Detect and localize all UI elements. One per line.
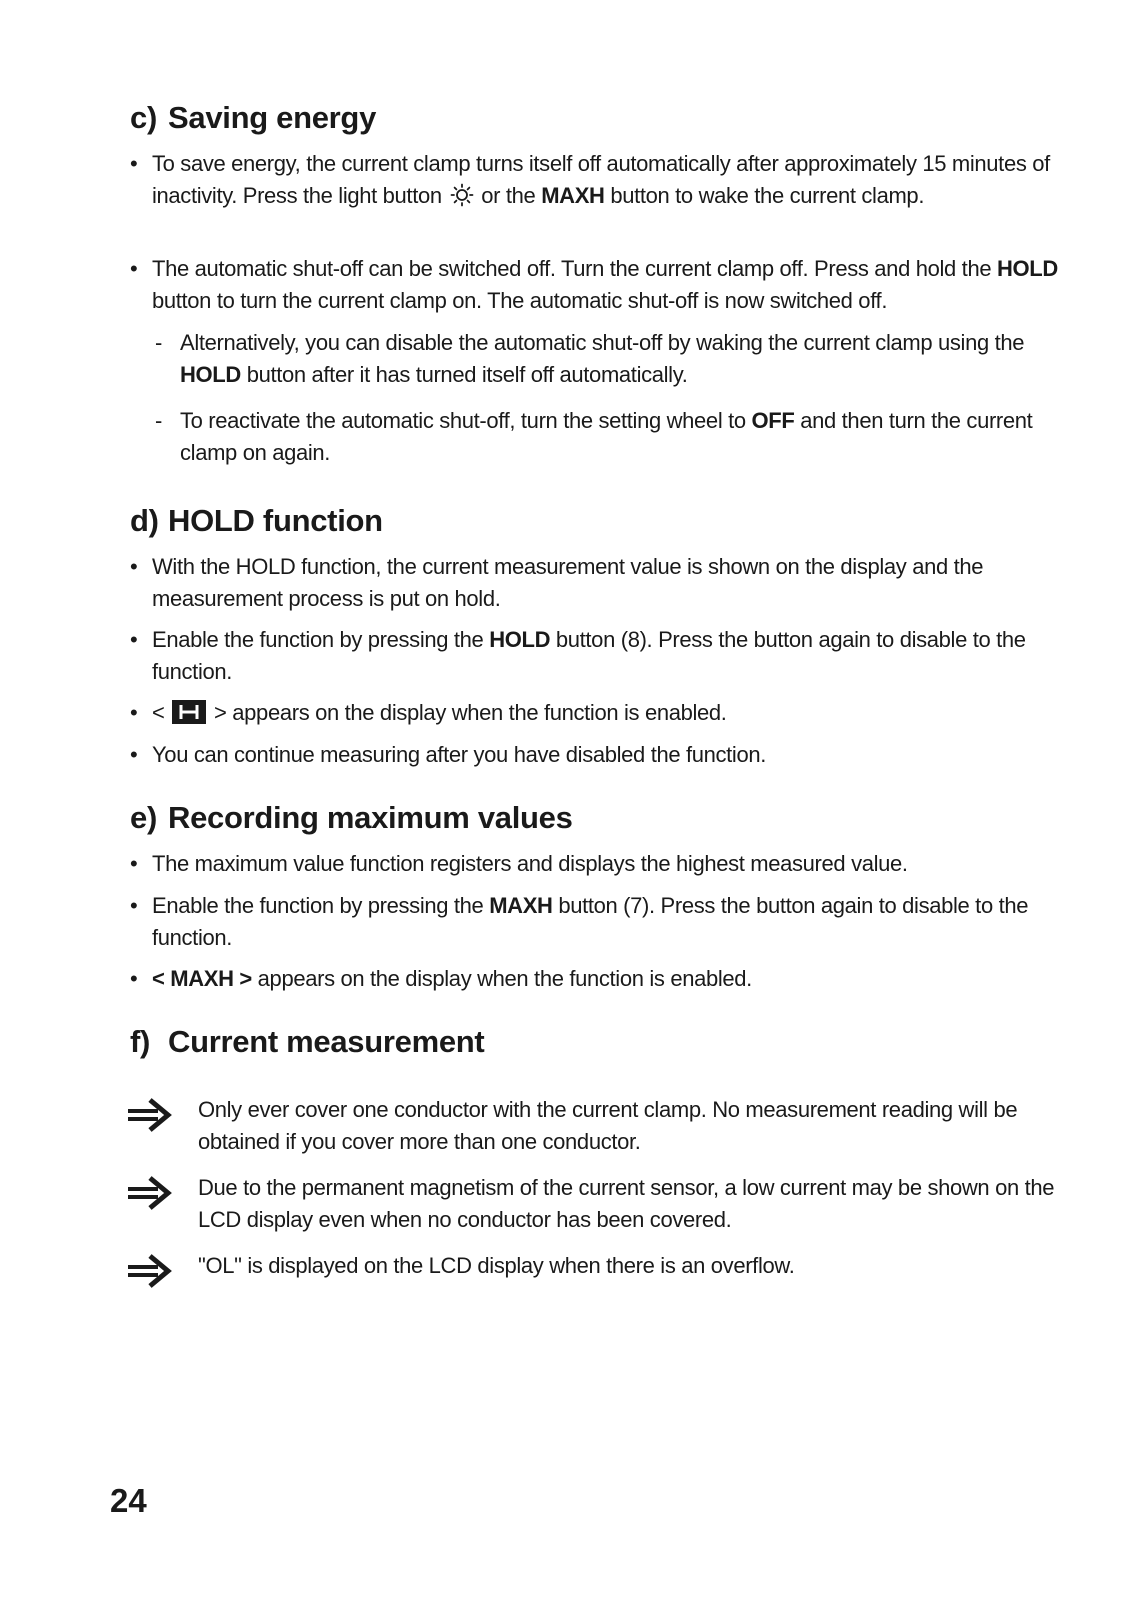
section-f-heading: f) Current measurement xyxy=(130,1024,485,1059)
hold-icon xyxy=(172,700,206,724)
section-e-heading: e) Recording maximum values xyxy=(130,800,573,835)
arrow-right-icon xyxy=(128,1253,172,1289)
section-d-heading: d) HOLD function xyxy=(130,503,383,538)
arrow-right-icon xyxy=(128,1175,172,1211)
section-c-heading: c) Saving energy xyxy=(130,100,377,135)
sun-icon xyxy=(450,183,474,207)
arrow-right-icon xyxy=(128,1097,172,1133)
manual-page: c) Saving energy • To save energy, the current clamp turns itself off automatically after approximately 15 minutes of inactivity. Press the light button or the MAXH button to wake the current clamp. • The automatic shut-off can be switched off. Turn the current clamp off. Press and hold the HOLD button to turn the current clamp on. The automatic shut-off is now switched off. - Alternatively, you can disable the automatic shut-off by waking the current clamp using the HOLD button after it has turned itself off automatically. - To reactivate the automatic shut-off, turn the setting wheel to OFF and then turn the current clamp on again. d) HOLD function • With the HOLD function, the current measurement value is shown on the display and the measurement process is put on hold. • Enable the function by pressing the HOLD button (8). Press the button again to disable to the function. • < > appears on the display when the function is enabled. • You can continue measuring after you have disabled the function. e) Recording maximum values • The maximum value function registers and displays the highest measured value. • Enable the function by pressing the MAXH button (7). Press the button again to disable to the function. • < MAXH > appears on the display when the function is enabled. f) Current measurement Only ever cover one conductor with the current clamp. No measurement reading will be obtained if you cover more than one conductor. Due to the permanent magnetism of the current sensor, a low current may be shown on the LCD display even when no conductor has been covered. "OL" is displayed on the LCD display when there is an overflow. 24 xyxy=(110,100,1058,1519)
page-number: 24 xyxy=(110,1482,147,1519)
